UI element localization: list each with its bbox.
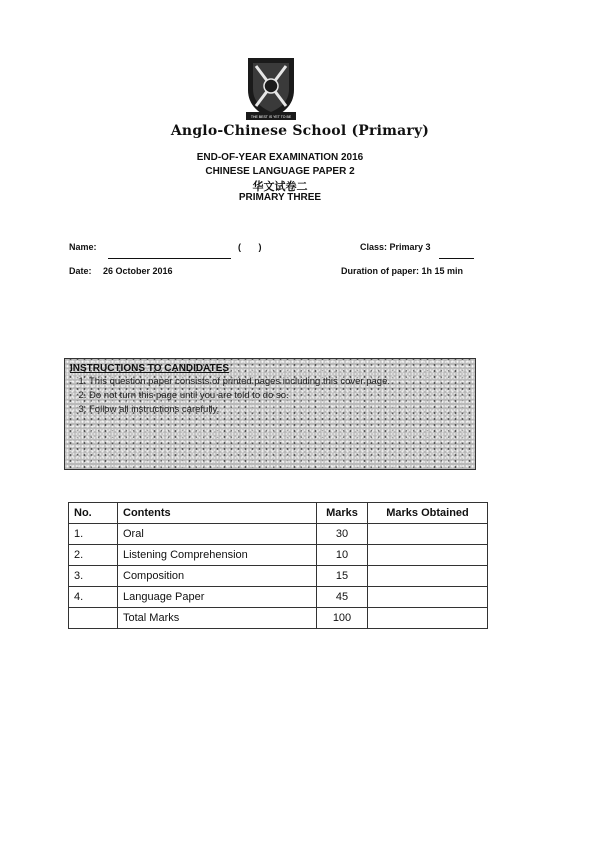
duration-text: Duration of paper: 1h 15 min	[341, 266, 464, 276]
marks-table	[68, 502, 488, 629]
row-marks: 15	[317, 566, 368, 587]
row-content: Listening Comprehension	[118, 545, 317, 566]
table-row	[69, 524, 488, 545]
row-number: 2.	[69, 545, 118, 566]
header-no: No.	[69, 503, 118, 524]
table-row	[69, 545, 488, 566]
name-label: Name:	[69, 242, 97, 252]
instructions-title: INSTRUCTIONS TO CANDIDATES	[70, 363, 230, 374]
header-marks: Marks	[317, 503, 368, 524]
row-number: 4.	[69, 587, 118, 608]
row-marks-obtained[interactable]	[368, 566, 488, 587]
header-marks-obtained: Marks Obtained	[368, 503, 488, 524]
paper-title: CHINESE LANGUAGE PAPER 2	[205, 166, 355, 177]
row-marks-obtained[interactable]	[368, 587, 488, 608]
row-number: 1.	[69, 524, 118, 545]
row-content: Language Paper	[118, 587, 317, 608]
date-value: 26 October 2016	[103, 266, 173, 276]
name-field[interactable]	[108, 241, 231, 259]
instructions-list	[77, 376, 390, 418]
register-number-parentheses[interactable]: ( )	[238, 242, 262, 252]
total-marks: 100	[317, 608, 368, 629]
school-crest-logo	[244, 56, 298, 122]
row-number	[69, 608, 118, 629]
instruction-item: 1. This question paper consists of printed pages including this cover page.	[89, 376, 390, 387]
row-content: Oral	[118, 524, 317, 545]
table-row	[69, 587, 488, 608]
instructions-box	[64, 358, 476, 470]
total-label: Total Marks	[118, 608, 317, 629]
row-marks-obtained[interactable]	[368, 524, 488, 545]
table-header-row	[69, 503, 488, 524]
school-name: Anglo-Chinese School (Primary)	[170, 123, 430, 139]
row-marks: 30	[317, 524, 368, 545]
instruction-item: 2. Do not turn this page until you are told to do so.	[89, 390, 390, 401]
class-label: Class: Primary 3	[360, 242, 431, 252]
row-marks-obtained[interactable]	[368, 545, 488, 566]
date-label: Date:	[69, 266, 92, 276]
paper-title-chinese: 华文试卷二	[252, 180, 308, 193]
row-number: 3.	[69, 566, 118, 587]
crest-motto: THE BEST IS YET TO BE	[250, 115, 292, 119]
row-marks: 10	[317, 545, 368, 566]
table-row	[69, 566, 488, 587]
row-content: Composition	[118, 566, 317, 587]
header-contents: Contents	[118, 503, 317, 524]
total-row	[69, 608, 488, 629]
total-marks-obtained[interactable]	[368, 608, 488, 629]
exam-title: END-OF-YEAR EXAMINATION 2016	[196, 152, 364, 163]
class-field[interactable]	[439, 241, 474, 259]
level-title: PRIMARY THREE	[238, 192, 322, 203]
row-marks: 45	[317, 587, 368, 608]
instruction-item: 3. Follow all instructions carefully.	[89, 404, 390, 415]
